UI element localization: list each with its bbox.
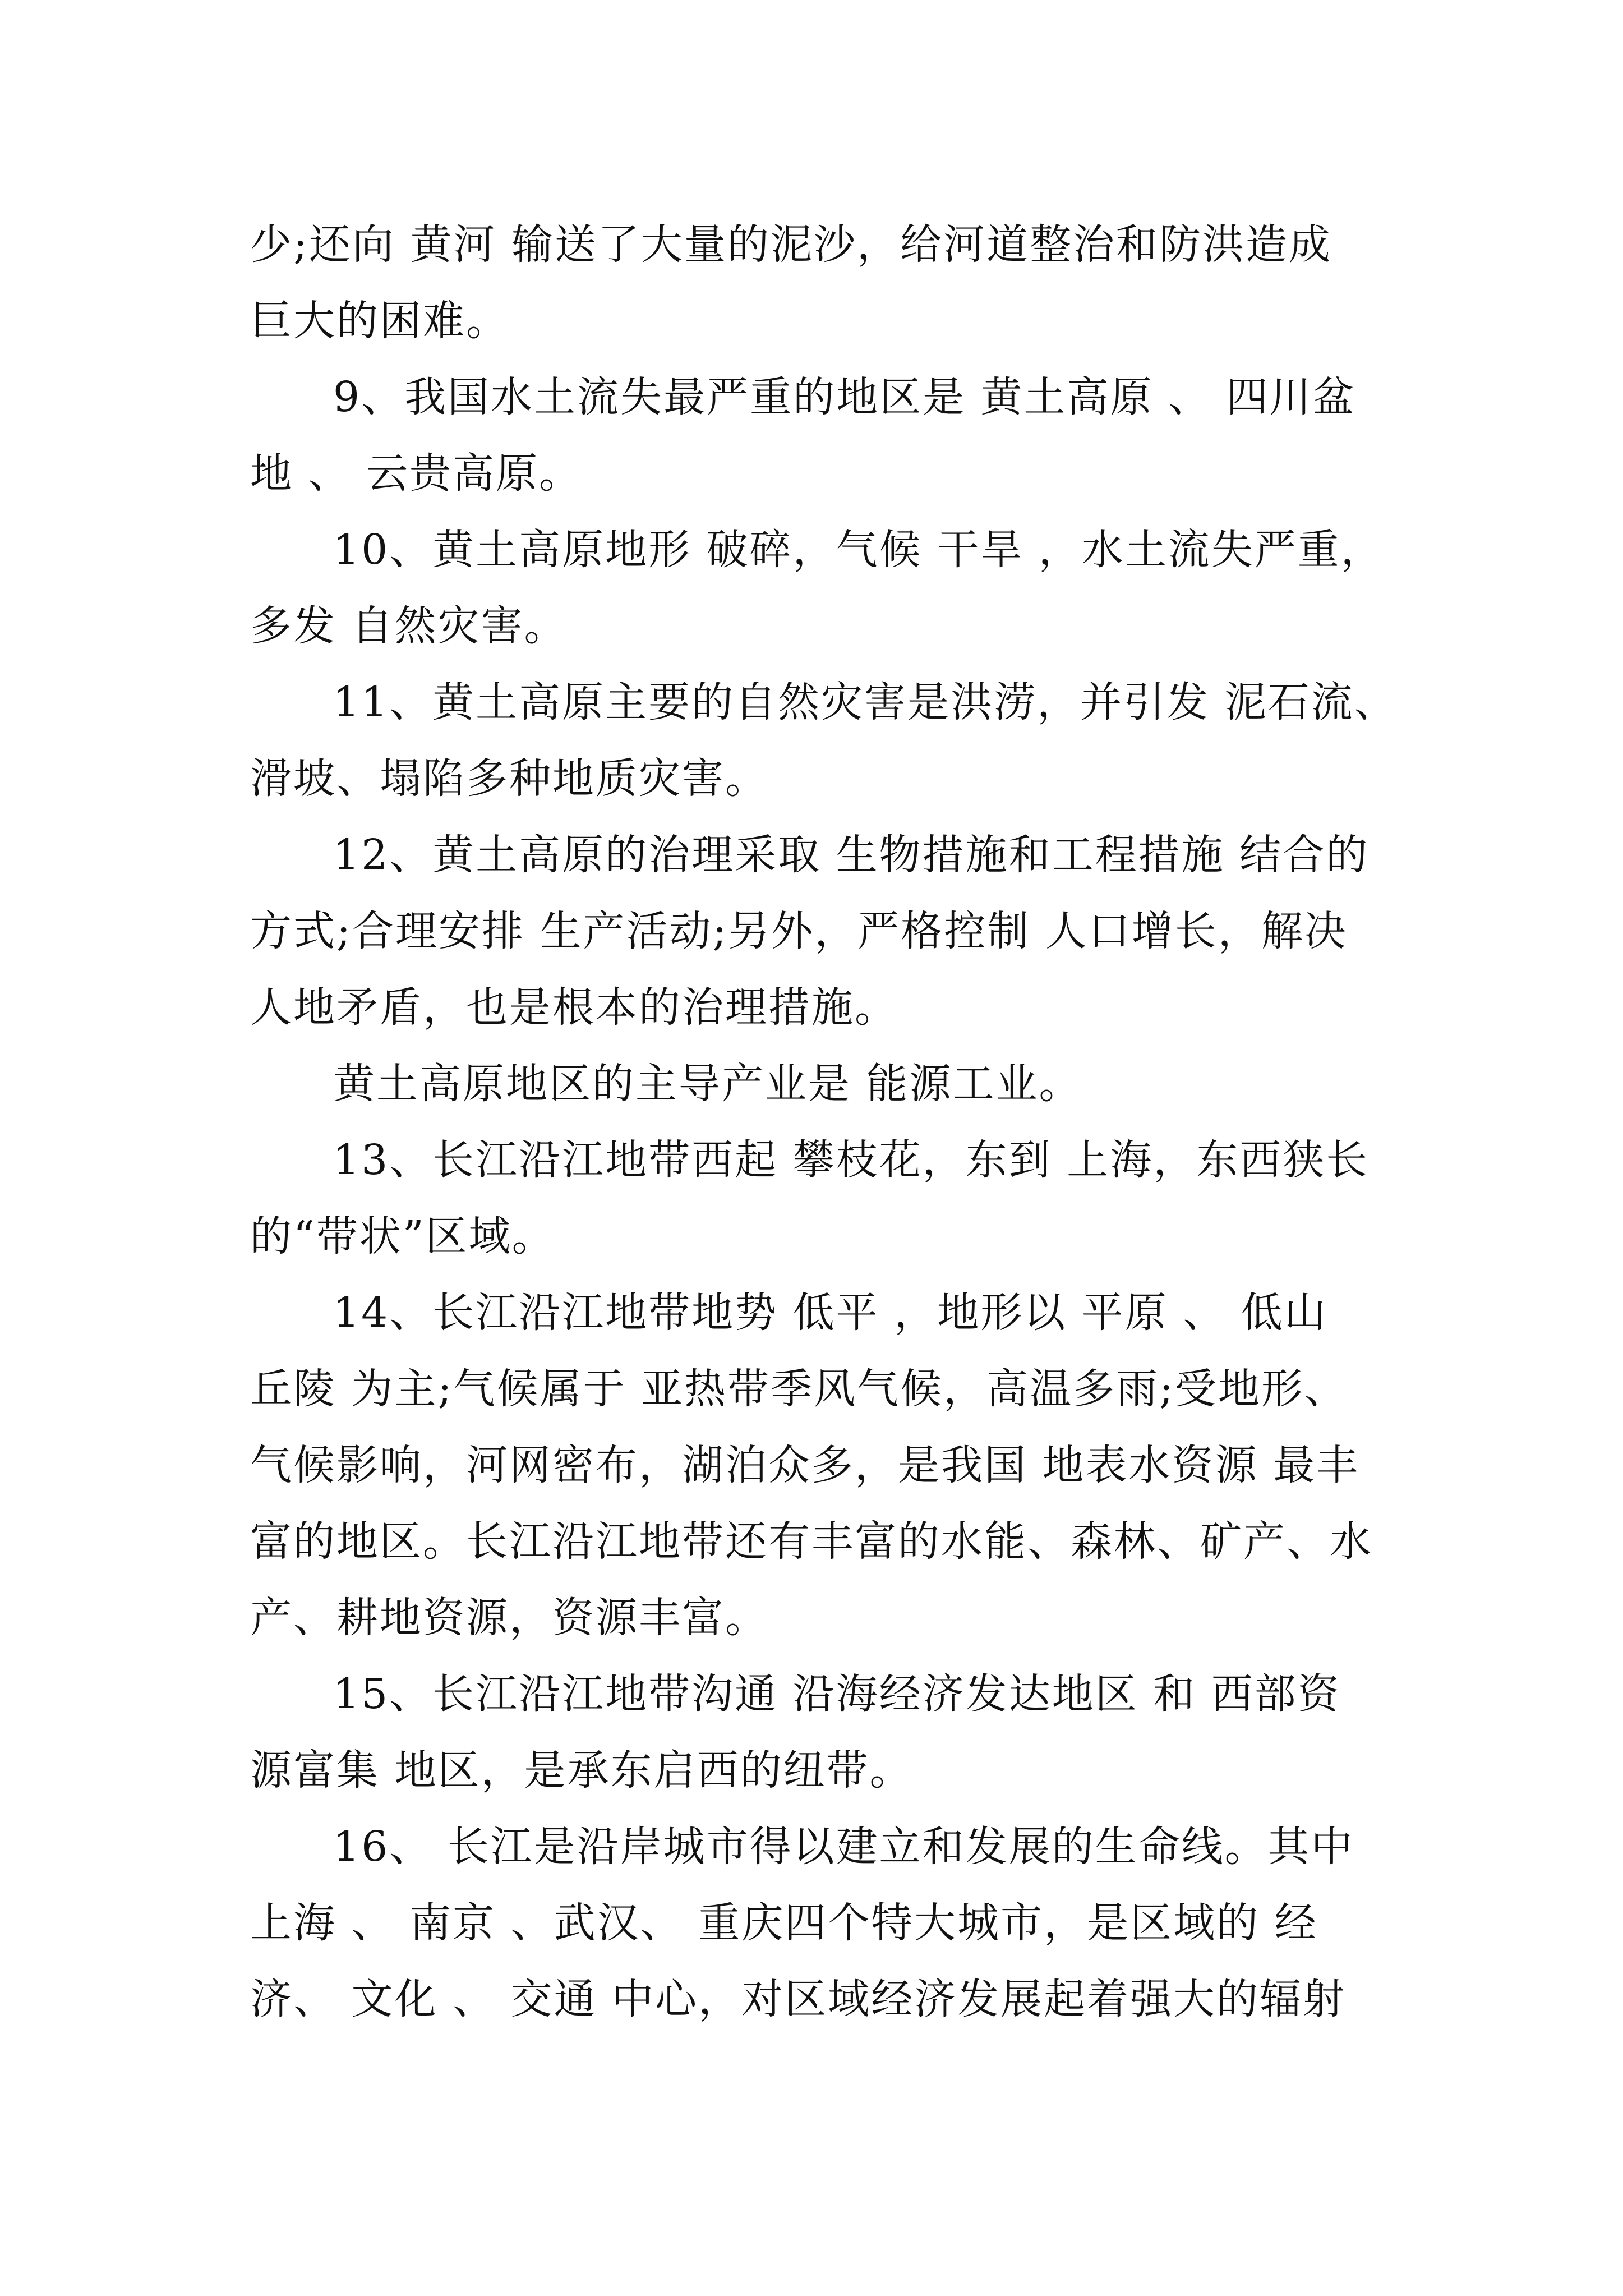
text-line-10: 方式;合理安排 生产活动;另外，严格控制 人口增长，解决 bbox=[250, 907, 1348, 955]
text-line-21: 源富集 地区，是承东启西的纽带。 bbox=[250, 1746, 913, 1795]
text-line-3: 9、我国水土流失最严重的地区是 黄土高原 、 四川盆 bbox=[333, 373, 1356, 421]
text-line-22: 16、 长江是沿岸城市得以建立和发展的生命线。其中 bbox=[333, 1823, 1354, 1871]
text-line-13: 13、长江沿江地带西起 攀枝花，东到 上海，东西狭长 bbox=[333, 1136, 1370, 1184]
text-line-12: 黄土高原地区的主导产业是 能源工业。 bbox=[333, 1060, 1082, 1108]
text-line-23: 上海 、 南京 、武汉、 重庆四个特大城市，是区域的 经 bbox=[250, 1899, 1318, 1947]
text-line-15: 14、长江沿江地带地势 低平 ，地形以 平原 、 低山 bbox=[333, 1289, 1327, 1337]
text-line-19: 产、耕地资源，资源丰富。 bbox=[250, 1594, 768, 1642]
text-line-14: 的“带状”区域。 bbox=[250, 1212, 555, 1260]
text-line-9: 12、黄土高原的治理采取 生物措施和工程措施 结合的 bbox=[333, 831, 1370, 879]
text-line-2: 巨大的困难。 bbox=[250, 297, 509, 345]
text-line-5: 10、黄土高原地形 破碎，气候 干旱 ，水土流失严重， bbox=[333, 526, 1384, 574]
text-line-6: 多发 自然灾害。 bbox=[250, 602, 568, 650]
text-line-4: 地 、 云贵高原。 bbox=[250, 449, 583, 498]
text-line-7: 11、黄土高原主要的自然灾害是洪涝，并引发 泥石流、 bbox=[333, 678, 1398, 726]
text-line-1: 少;还向 黄河 输送了大量的泥沙，给河道整治和防洪造成 bbox=[250, 220, 1332, 269]
text-line-16: 丘陵 为主;气候属于 亚热带季风气候，高温多雨;受地形、 bbox=[250, 1365, 1348, 1413]
document-body bbox=[250, 206, 1398, 2037]
text-line-11: 人地矛盾，也是根本的治理措施。 bbox=[250, 983, 898, 1032]
text-line-24: 济、 文化 、 交通 中心，对区域经济发展起着强大的辐射 bbox=[250, 1975, 1347, 2023]
text-line-20: 15、长江沿江地带沟通 沿海经济发达地区 和 西部资 bbox=[333, 1670, 1341, 1718]
text-line-18: 富的地区。长江沿江地带还有丰富的水能、森林、矿产、水 bbox=[250, 1517, 1373, 1566]
text-line-17: 气候影响，河网密布，湖泊众多，是我国 地表水资源 最丰 bbox=[250, 1441, 1360, 1489]
text-line-8: 滑坡、塌陷多种地质灾害。 bbox=[250, 754, 768, 803]
